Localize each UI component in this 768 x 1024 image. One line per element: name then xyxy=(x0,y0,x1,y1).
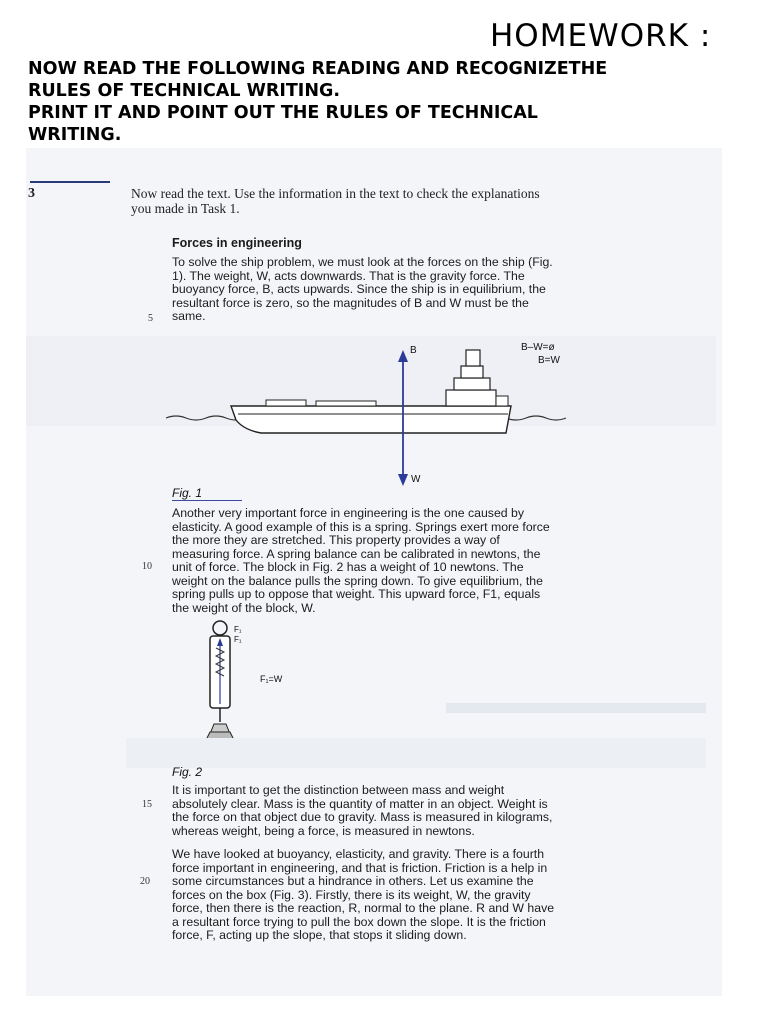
text-line: the more they are stretched. This property provides a way of xyxy=(172,533,500,547)
section-title: Forces in engineering xyxy=(172,236,302,250)
task-line: Now read the text. Use the information in the text to check the explanations xyxy=(131,186,540,201)
paragraph-2 xyxy=(172,507,692,615)
text-line: a resultant force trying to pull the box down the slope. It is the friction xyxy=(172,914,546,929)
ship-hull xyxy=(231,406,511,433)
task-number: 3 xyxy=(28,186,35,201)
hook-ring xyxy=(213,621,227,635)
equation-1: B–W=ø xyxy=(521,342,555,353)
text-line: the force on that object due to gravity. Mass is measured in kilograms, xyxy=(172,810,553,824)
label-w: W xyxy=(411,474,421,485)
text-line: forces on the box (Fig. 3). Firstly, there is its weight, W, the gravity xyxy=(172,887,531,902)
label-f1-equals-w: F₁=W xyxy=(260,674,283,684)
text-line: spring pulls up to oppose that weight. This upward force, F1, equals xyxy=(172,587,541,601)
text-line: buoyancy force, B, acts upwards. Since the ship is in equilibrium, the xyxy=(172,282,546,296)
paragraph-3 xyxy=(172,784,692,838)
text-line: Another very important force in engineering is the one caused by xyxy=(172,506,525,520)
label-f1: F₁ xyxy=(234,635,242,644)
buoyancy-arrow-icon xyxy=(398,350,408,362)
text-line: unit of force. The block in Fig. 2 has a weight of 10 newtons. The xyxy=(172,560,524,574)
text-line: elasticity. A good example of this is a spring. Springs exert more force xyxy=(172,519,550,534)
instruction-line: PRINT IT AND POINT OUT THE RULES OF TECHNICAL xyxy=(28,103,538,123)
text-line: It is important to get the distinction between mass and weight xyxy=(172,783,505,797)
text-line: We have looked at buoyancy, elasticity, and gravity. There is a fourth xyxy=(172,847,545,861)
line-number-20: 20 xyxy=(140,876,150,887)
text-line: force important in engineering, and that is friction. Friction is a help in xyxy=(172,860,548,875)
task-divider xyxy=(30,181,110,183)
text-line: some circumstances but a hindrance in others. Let us examine the xyxy=(172,874,534,888)
text-line: whereas weight, being a force, is measured in newtons. xyxy=(172,823,475,838)
label-b: B xyxy=(410,345,417,356)
line-number-5: 5 xyxy=(148,313,153,324)
fig-1-label: Fig. 1 xyxy=(172,486,203,500)
label-f1: F₁ xyxy=(234,625,242,634)
fig-2-label: Fig. 2 xyxy=(172,765,203,779)
text-line: absolutely clear. Mass is the quantity of matter in an object. Weight is xyxy=(172,796,548,811)
paragraph-4 xyxy=(172,848,692,943)
scanned-textbook-page xyxy=(26,148,722,996)
text-line: same. xyxy=(172,309,206,323)
instruction-line: RULES OF TECHNICAL WRITING. xyxy=(28,81,340,101)
text-line: To solve the ship problem, we must look at the forces on the ship (Fig. xyxy=(172,255,553,269)
ship-diagram xyxy=(156,338,576,488)
instruction-line: NOW READ THE FOLLOWING READING AND RECOGNIZETHE xyxy=(28,59,608,79)
line-number-15: 15 xyxy=(142,799,152,810)
task-line: you made in Task 1. xyxy=(131,201,240,216)
text-line: resultant force is zero, so the magnitudes of B and W must be the xyxy=(172,295,529,310)
line-number-10: 10 xyxy=(142,561,152,572)
fig-1-underline xyxy=(172,500,242,501)
paragraph-1 xyxy=(172,256,692,324)
task-instructions xyxy=(131,186,711,216)
text-line: measuring force. A spring balance can be calibrated in newtons, the xyxy=(172,546,541,561)
weight-arrow-icon xyxy=(398,474,408,486)
text-line: force, F, acting up the slope, that stops it sliding down. xyxy=(172,928,467,942)
homework-title: HOMEWORK : xyxy=(490,18,712,54)
text-line: 1). The weight, W, acts downwards. That is the gravity force. The xyxy=(172,268,525,283)
text-line: weight on the balance pulls the spring down. To give equilibrium, the xyxy=(172,573,543,588)
instruction-line: WRITING. xyxy=(28,125,122,145)
bleed-through-area xyxy=(446,703,706,713)
bleed-through-area xyxy=(126,738,706,768)
instructions xyxy=(28,58,748,146)
text-line: the weight of the block, W. xyxy=(172,600,316,615)
equation-2: B=W xyxy=(538,355,560,366)
text-line: force, then there is the reaction, R, normal to the plane. R and W have xyxy=(172,901,555,915)
